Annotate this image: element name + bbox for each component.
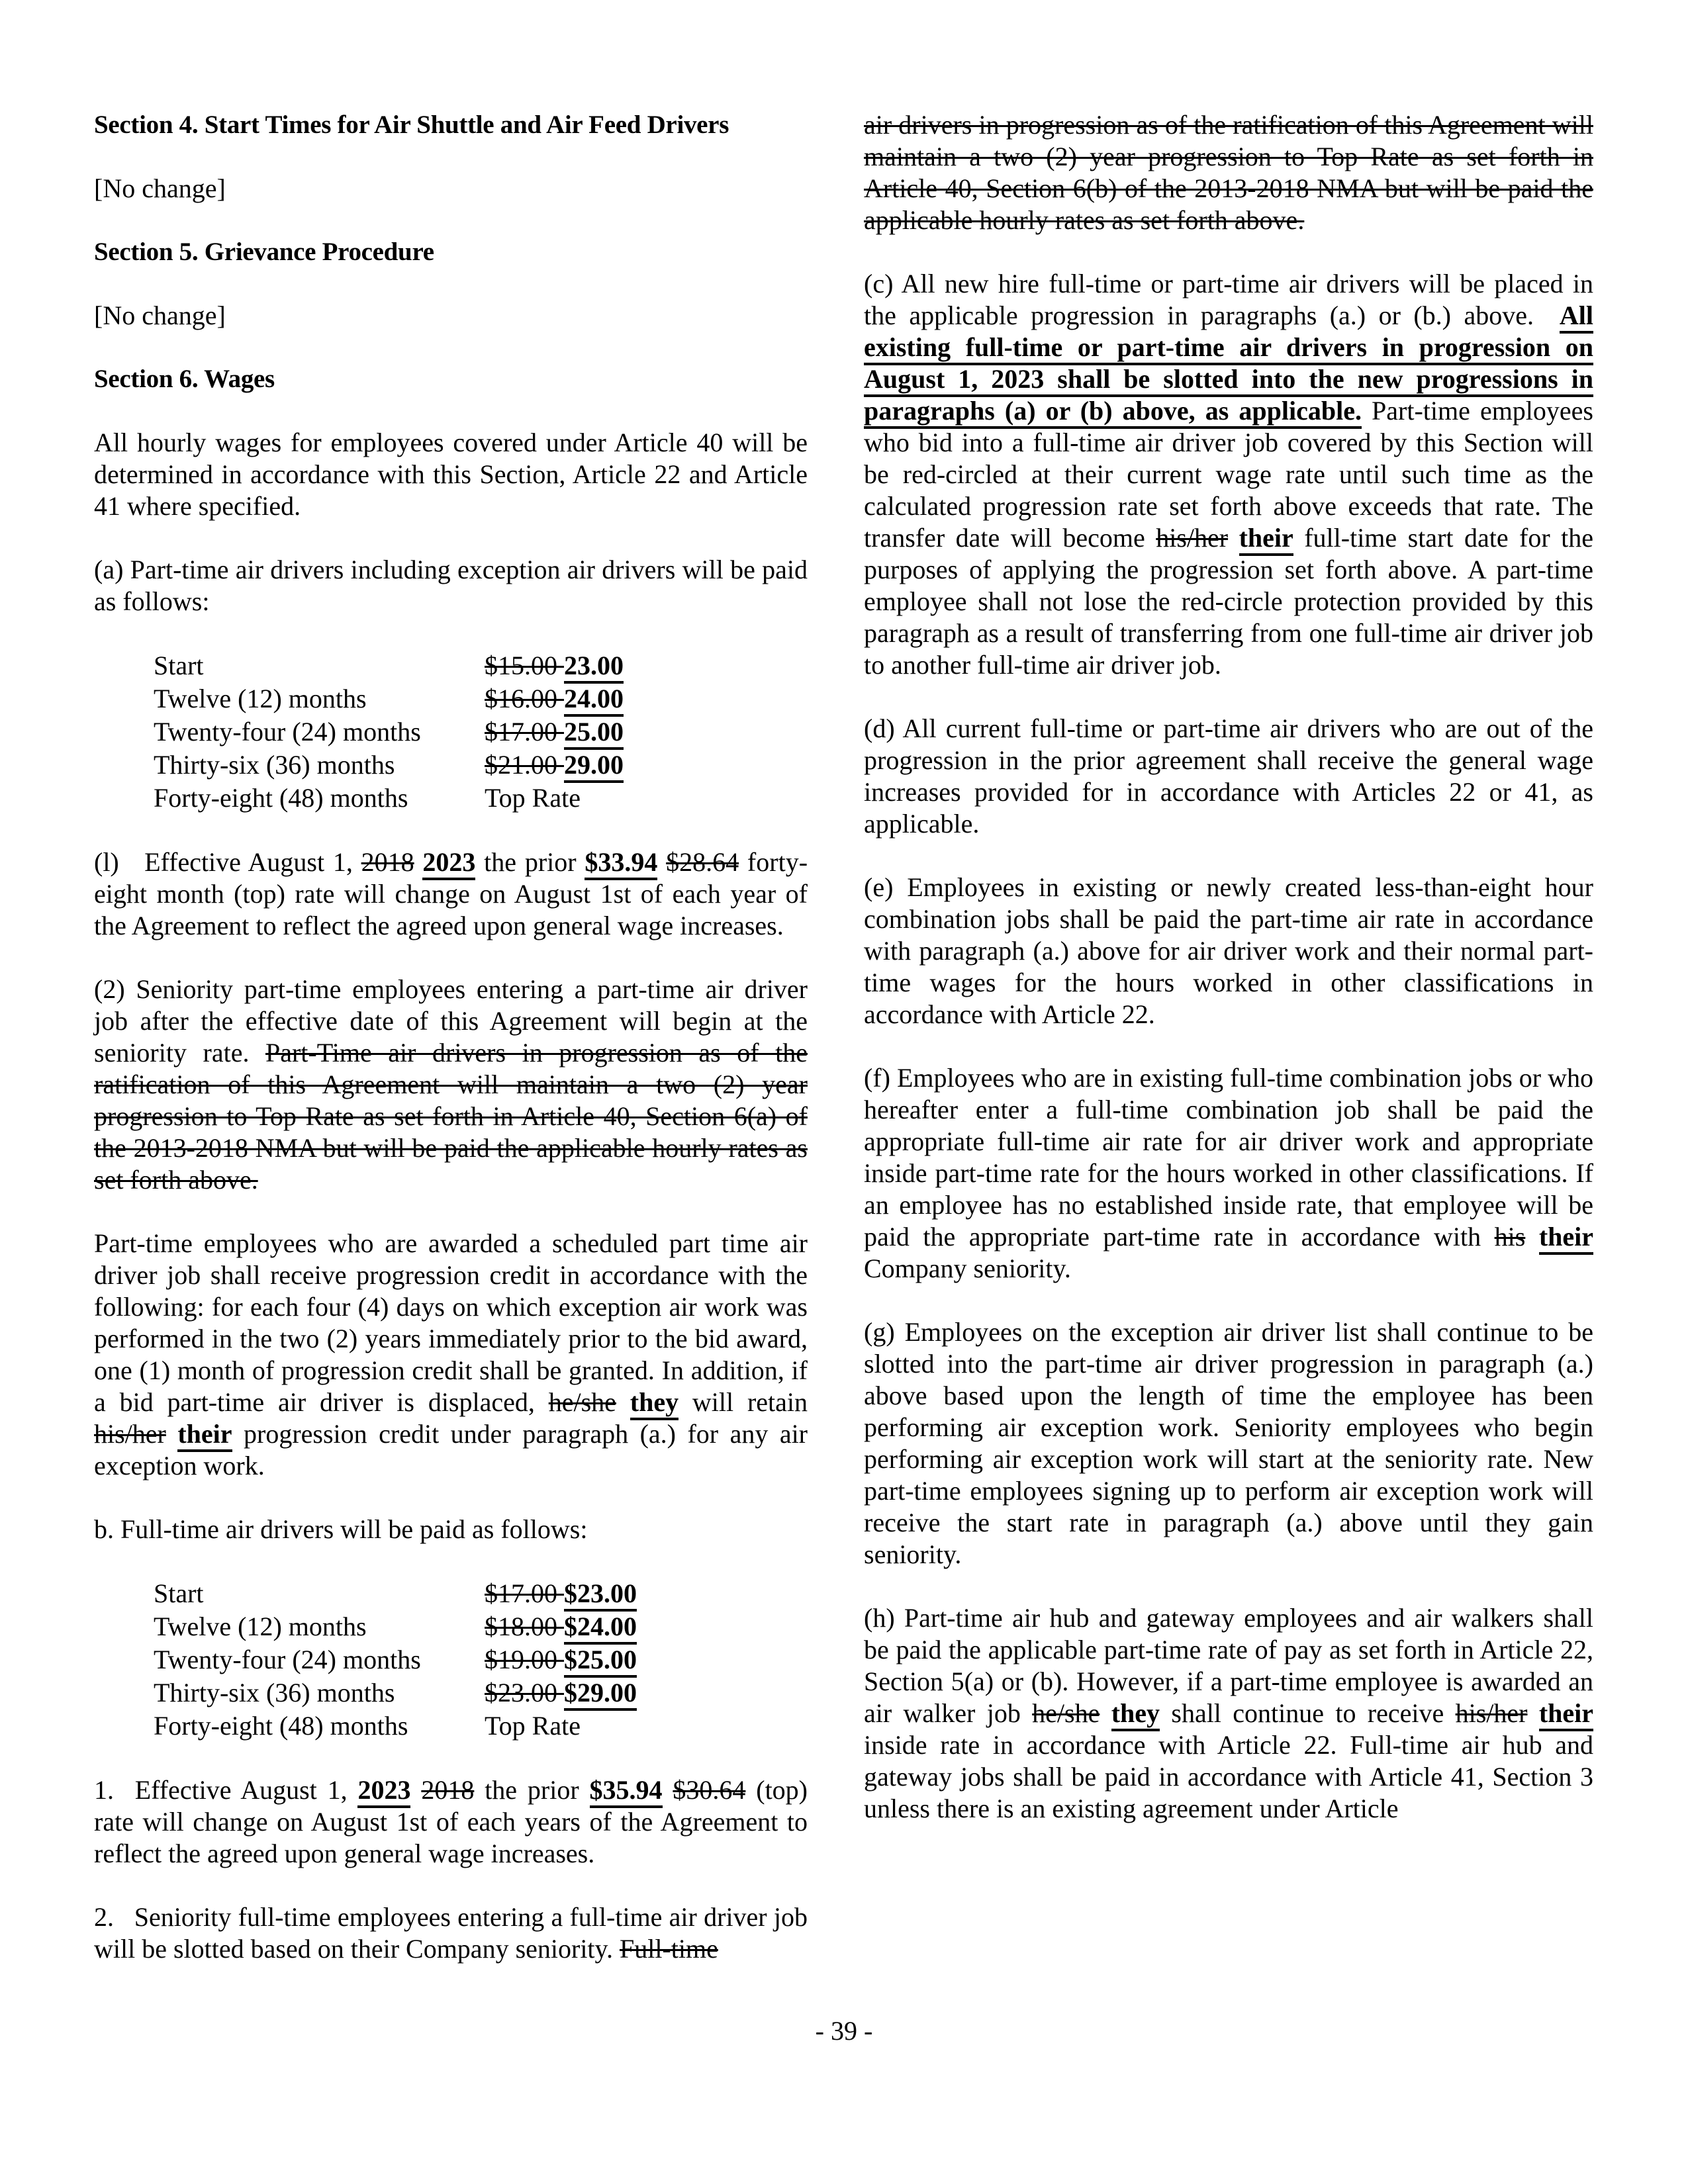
wage-step-label: Twelve (12) months	[154, 1612, 367, 1641]
paragraph-e-combination-jobs: (e) Employees in existing or newly created less-than-eight hour combination jobs shall be paid the part-time air rate in accordance with paragraph (a.) above for air driver work and their normal part-time wages for the hours worked in other classifications in accordance with Article 22.	[864, 872, 1593, 1029]
wage-table-row	[94, 715, 808, 749]
paragraph-a-intro: (a) Part-time air drivers including exception air drivers will be paid as follows:	[94, 555, 808, 616]
paragraph-h-hub-gateway: (h) Part-time air hub and gateway employees and air walkers shall be paid the applicable part-time rate of pay as set forth in Article 22, Section 5(a) or (b). However, if a part-time employee is awarded an air walker job he/she they shall continue to receive his/her their inside rate in accordance with Article 22. Full-time air hub and gateway jobs shall be paid in accordance with Article 41, Section 3 unless there is an existing agreement under Article	[864, 1603, 1593, 1823]
wage-step-value: $17.00 $23.00	[485, 1577, 637, 1610]
paragraph-2-part-time-seniority: (2) Seniority part-time employees entering a part-time air driver job after the effective date of this Agreement will begin at the seniority rate. Part-Time air drivers in progression as of the ratification of this Agreement will maintain a two (2) year progression to Top Rate as set forth in Article 40, Section 6(a) of the 2013-2018 NMA but will be paid the applicable hourly rates as set forth above.	[94, 974, 808, 1195]
part-time-wage-table	[94, 649, 808, 815]
paragraph-1-full-time-top-rate: 1. Effective August 1, 2023 2018 the prior $35.94 $30.64 (top) rate will change on August 1st of each years of the Agreement to reflect the agreed upon general wage increases.	[94, 1775, 808, 1868]
wage-step-value: $17.00 25.00	[485, 715, 624, 749]
full-time-wage-table	[94, 1577, 808, 1743]
page-number: - 39 -	[815, 2016, 873, 2046]
wage-step-value: $19.00 $25.00	[485, 1643, 637, 1676]
wages-intro-paragraph: All hourly wages for employees covered under Article 40 will be determined in accordance with this Section, Article 22 and Article 41 where specified.	[94, 428, 808, 521]
struck-continuation-paragraph: air drivers in progression as of the ratification of this Agreement will maintain a two (2) year progression to Top Rate as set forth in Article 40, Section 6(b) of the 2013-2018 NMA but will be paid the applicable hourly rates as set forth above.	[864, 110, 1593, 235]
wage-step-label: Thirty-six (36) months	[154, 1678, 395, 1707]
wage-step-value: Top Rate	[485, 783, 581, 813]
wage-step-value: $18.00 $24.00	[485, 1610, 637, 1643]
wage-table-row	[94, 1643, 808, 1676]
wage-table-row	[94, 1610, 808, 1643]
wage-step-label: Twenty-four (24) months	[154, 1645, 421, 1674]
left-column	[94, 109, 808, 1997]
wage-table-row	[94, 1709, 808, 1743]
wage-step-label: Twelve (12) months	[154, 684, 367, 713]
paragraph-f-full-time-combination: (f) Employees who are in existing full-time combination jobs or who hereafter enter a full-time combination job shall be paid the appropriate full-time air rate for air driver work and appropriate inside part-time rate for the hours worked in other classifications. If an employee has no established inside rate, that employee will be paid the appropriate part-time rate in accordance with his their Company seniority.	[864, 1063, 1593, 1283]
wage-step-label: Thirty-six (36) months	[154, 750, 395, 780]
section-6-heading: Section 6. Wages	[94, 365, 275, 393]
wage-table-row	[94, 1676, 808, 1709]
paragraph-d-out-of-progression: (d) All current full-time or part-time air drivers who are out of the progression in the prior agreement shall receive the general wage increases provided for in accordance with Articles 22 or 41, as applicable.	[864, 713, 1593, 839]
no-change-note-1: [No change]	[94, 173, 226, 203]
wage-step-label: Twenty-four (24) months	[154, 717, 421, 747]
no-change-note-2: [No change]	[94, 300, 226, 330]
paragraph-progression-credit: Part-time employees who are awarded a scheduled part time air driver job shall receive progression credit in accordance with the following: for each four (4) days on which exception air work was performed in the two (2) years immediately prior to the bid award, one (1) month of progression credit shall be granted. In addition, if a bid part-time air driver is displaced, he/she they will retain his/her their progression credit under paragraph (a.) for any air exception work.	[94, 1228, 808, 1480]
wage-step-label: Forty-eight (48) months	[154, 783, 408, 813]
section-5-heading: Section 5. Grievance Procedure	[94, 238, 434, 266]
wage-step-value: $21.00 29.00	[485, 749, 624, 782]
paragraph-l-top-rate: (l) Effective August 1, 2018 2023 the prior $33.94 $28.64 forty-eight month (top) rate will change on August 1st of each year of the Agreement to reflect the agreed upon general wage increases.	[94, 847, 808, 940]
wage-table-row	[94, 649, 808, 682]
right-column	[864, 109, 1593, 1856]
wage-step-value: $15.00 23.00	[485, 649, 624, 682]
wage-step-value: $16.00 24.00	[485, 682, 624, 715]
wage-table-row	[94, 749, 808, 782]
wage-step-value: $23.00 $29.00	[485, 1676, 637, 1709]
wage-step-label: Start	[154, 651, 204, 680]
paragraph-b-intro: b. Full-time air drivers will be paid as follows:	[94, 1514, 588, 1544]
paragraph-2-full-time-seniority: 2. Seniority full-time employees entering a full-time air driver job will be slotted based on their Company seniority. Full-time	[94, 1902, 808, 1964]
wage-table-row	[94, 782, 808, 815]
paragraph-c-new-hires: (c) All new hire full-time or part-time air drivers will be placed in the applicable progression in paragraphs (a.) or (b.) above. All existing full-time or part-time air drivers in progression on August 1, 2023 shall be slotted into the new progressions in paragraphs (a) or (b) above, as applicable. Part-time employees who bid into a full-time air driver job covered by this Section will be red-circled at their current wage rate until such time as the calculated progression rate set forth above exceeds that rate. The transfer date will become his/her their full-time start date for the purposes of applying the progression set forth above. A part-time employee shall not lose the red-circle protection provided by this paragraph as a result of transferring from one full-time air driver job to another full-time air driver job.	[864, 269, 1594, 680]
wage-table-row	[94, 682, 808, 715]
paragraph-g-exception-air-list: (g) Employees on the exception air driver list shall continue to be slotted into the part-time air driver progression in paragraph (a.) above based upon the length of time the employee has been performing air exception work. Seniority employees who begin performing air exception work will start at the seniority rate. New part-time employees signing up to perform air exception work will receive the start rate in paragraph (a.) above until they gain seniority.	[864, 1317, 1593, 1569]
wage-step-label: Start	[154, 1578, 204, 1608]
wage-step-value: Top Rate	[485, 1711, 581, 1741]
wage-step-label: Forty-eight (48) months	[154, 1711, 408, 1741]
section-4-heading: Section 4. Start Times for Air Shuttle and Air Feed Drivers	[94, 111, 729, 139]
wage-table-row	[94, 1577, 808, 1610]
